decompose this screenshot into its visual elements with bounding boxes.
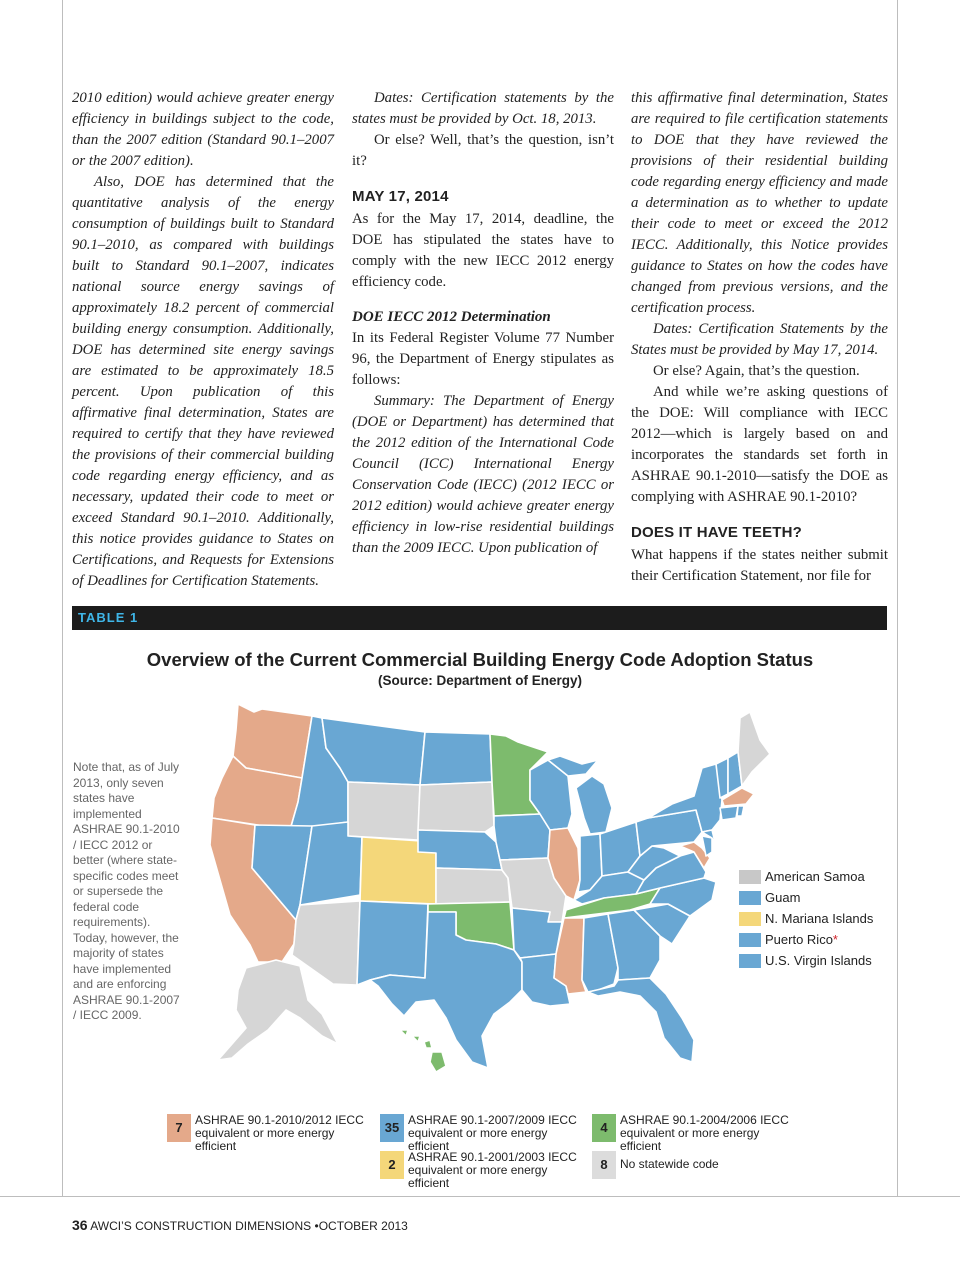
state-iowa <box>494 814 550 860</box>
map-title: Overview of the Current Commercial Building Energy Code Adoption Status <box>146 649 814 670</box>
state-kansas <box>436 868 510 904</box>
issue-date: OCTOBER 2013 <box>318 1219 408 1233</box>
paragraph: In its Federal Register Volume 77 Number 96, the Department of Energy stipulates as follows: <box>352 330 614 388</box>
state-rhode-island <box>737 806 744 816</box>
key-count-box: 2 <box>380 1151 404 1179</box>
legend-label: N. Mariana Islands <box>765 911 874 926</box>
asterisk-mark: * <box>832 932 838 947</box>
legend-label: Guam <box>765 890 801 905</box>
footer-bullet: • <box>314 1219 319 1233</box>
key-count-box: 7 <box>167 1114 191 1142</box>
legend-label-text: Puerto Rico <box>765 932 833 947</box>
page-footer <box>72 1217 408 1233</box>
map-note: Note that, as of July 2013, only seven states have implemented ASHRAE 90.1-2010 / IECC 2012 or better (where state-specific codes meet or supersede the federal code requirements). Today, however, the majority of states have implemented and are enforcing ASHRAE 90.1-2007 / IECC 2009. <box>73 760 180 1022</box>
key-label: ASHRAE 90.1-2010/2012 IECC equivalent or more energy efficient <box>195 1113 364 1153</box>
legend-swatch <box>739 891 761 905</box>
paragraph: Dates: Certification Statements by the States must be provided by May 17, 2014. <box>631 321 888 358</box>
subsection-heading: DOE IECC 2012 Determination <box>352 309 551 325</box>
paragraph: 2010 edition) would achieve greater energy efficiency in buildings subject to the code, than the 2007 edition (Standard 90.1–2007 or the 2007 edition). <box>72 90 334 169</box>
legend-label: American Samoa <box>765 869 865 884</box>
paragraph: Or else? Well, that’s the question, isn’t it? <box>352 132 614 169</box>
legend-label <box>765 932 838 947</box>
key-label: No statewide code <box>620 1157 719 1171</box>
publication-name: AWCI’S CONSTRUCTION DIMENSIONS <box>90 1219 312 1233</box>
key-count-box: 35 <box>380 1114 404 1142</box>
state-wyoming <box>348 782 420 840</box>
legend-swatch <box>739 912 761 926</box>
state-maine <box>738 712 770 786</box>
state-south-dakota <box>418 782 494 832</box>
map-subtitle: (Source: Department of Energy) <box>377 673 583 688</box>
paragraph: Summary: The Department of Energy (DOE or Department) has determined that the 2012 edition of the International Code Council (ICC) International Energy Conservation Code (IECC) (2012 IECC or 2012 edition) would achieve greater energy efficiency in low-rise residential buildings than the 2009 IECC. Upon publication of <box>352 393 614 556</box>
paragraph: What happens if the states neither submit their Certification Statement, nor file for <box>631 547 888 584</box>
paragraph: this affirmative final determination, States are required to file certification statements to DOE that they have reviewed the provisions of their residential building code regarding energy efficiency and made a determination as to whether to update their code to meet or exceed the 2012 IECC. Additionally, this Notice provides guidance to States on how the codes have changed from previous versions, and the certification process. <box>631 90 888 316</box>
paragraph: And while we’re asking questions of the DOE: Will compliance with IECC 2012—which is largely based on and incorporates the standards set forth in ASHRAE 90.1-2010—satisfy the DOE as complying with ASHRAE 90.1-2010? <box>631 384 888 505</box>
state-hawaii <box>400 1030 446 1072</box>
paragraph: As for the May 17, 2014, deadline, the DOE has stipulated the states have to comply with the new IECC 2012 energy efficiency code. <box>352 211 614 290</box>
legend-swatch <box>739 870 761 884</box>
state-florida <box>588 978 694 1062</box>
state-north-dakota <box>420 732 492 785</box>
state-michigan <box>576 776 612 834</box>
section-heading: DOES IT HAVE TEETH? <box>631 524 803 541</box>
key-label: ASHRAE 90.1-2007/2009 IECC equivalent or more energy efficient <box>408 1113 577 1153</box>
table-label: TABLE 1 <box>78 610 139 625</box>
legend-swatch <box>739 933 761 947</box>
key-label: ASHRAE 90.1-2004/2006 IECC equivalent or more energy efficient <box>620 1113 789 1153</box>
page-number: 36 <box>72 1217 88 1233</box>
section-heading: MAY 17, 2014 <box>352 188 449 205</box>
paragraph: Also, DOE has determined that the quantitative analysis of the energy consumption of buildings built to Standard 90.1–2010, as compared with buildings built to Standard 90.1–2007, indicates national source energy savings of approximately 18.2 percent of commercial building energy consumption. Additionally, DOE has determined site energy savings are estimated to be approximately 18.5 percent. Upon publication of this affirmative final determination, States are required to certify that they have reviewed the provisions of their commercial building code regarding energy efficiency, and as necessary, updated their code to meet or exceed Standard 90.1–2010. Additionally, this notice provides guidance to States on Certifications, and Requests for Extensions of Deadlines for Certification Statements. <box>72 174 334 589</box>
paragraph: Dates: Certification statements by the states must be provided by Oct. 18, 2013. <box>352 90 614 127</box>
state-new-mexico <box>357 901 428 985</box>
key-count-box: 8 <box>592 1151 616 1179</box>
paragraph: Or else? Again, that’s the question. <box>653 363 860 379</box>
legend-label: U.S. Virgin Islands <box>765 953 872 968</box>
legend-swatch <box>739 954 761 968</box>
state-connecticut <box>720 806 738 820</box>
key-count-box: 4 <box>592 1114 616 1142</box>
key-label: ASHRAE 90.1-2001/2003 IECC equivalent or more energy efficient <box>408 1150 577 1190</box>
